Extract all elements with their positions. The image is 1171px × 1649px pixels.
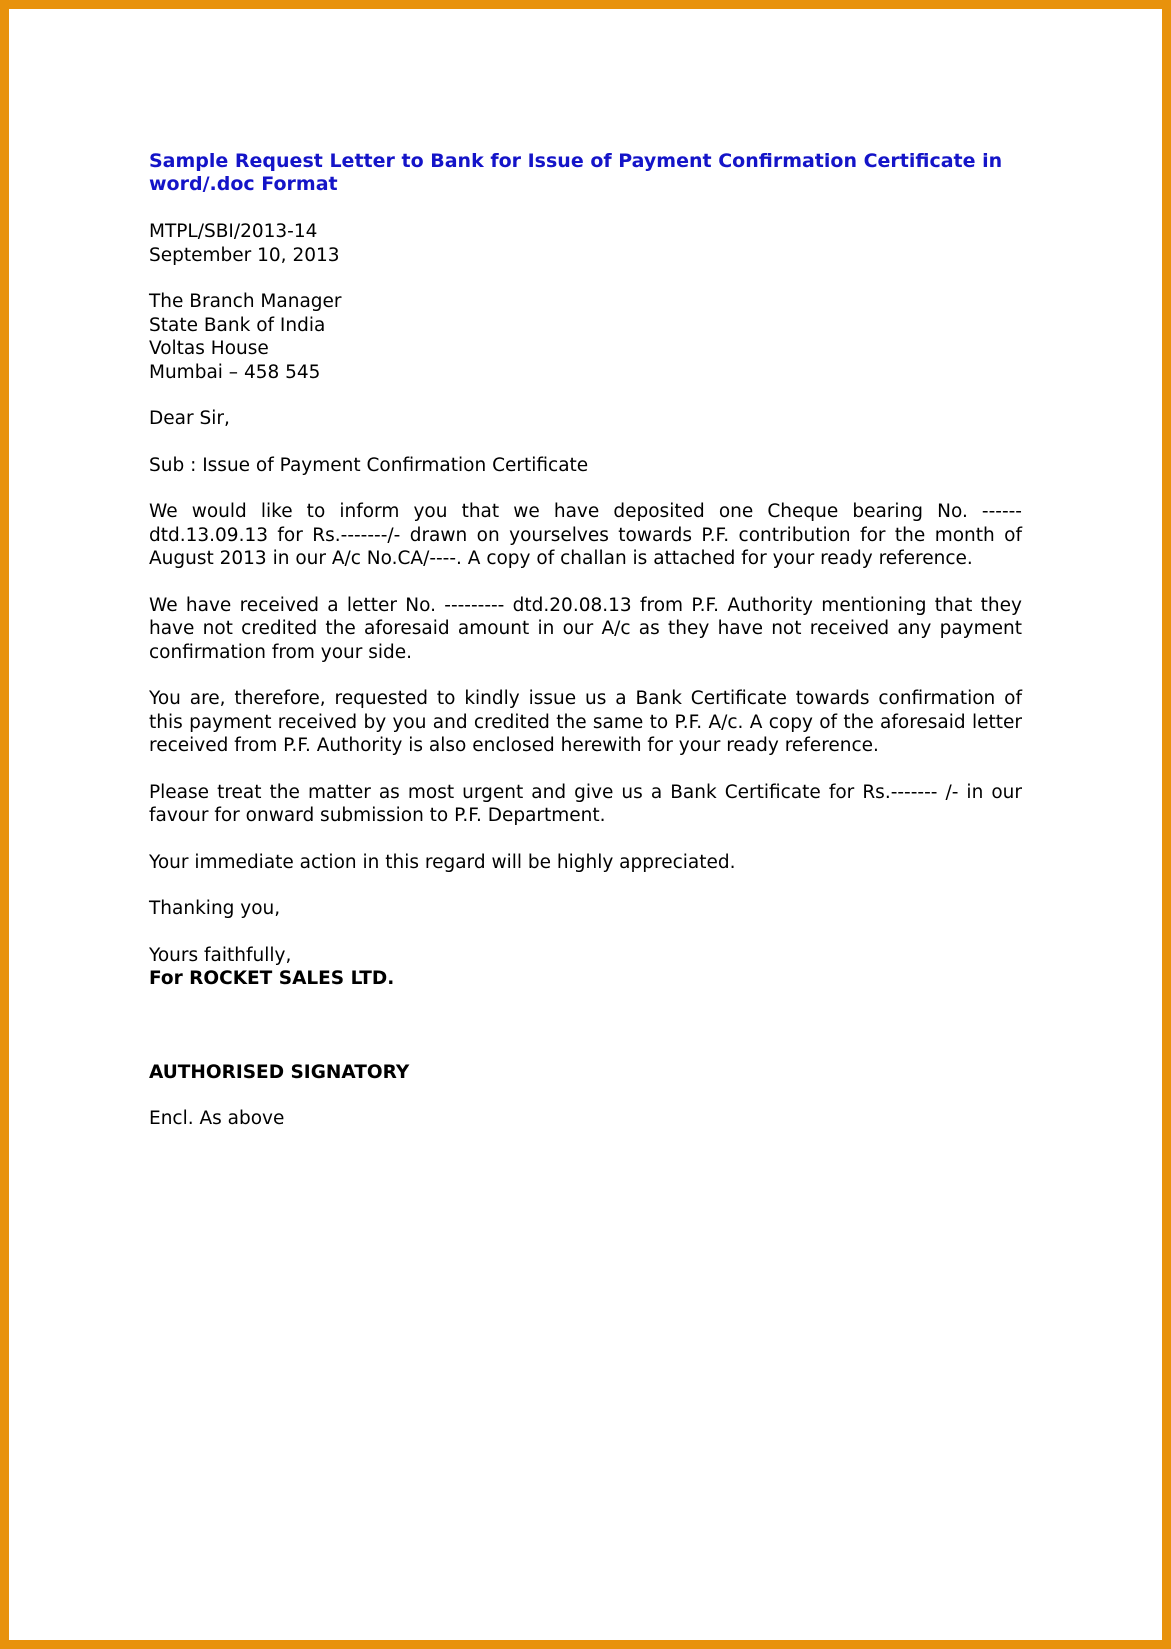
address-line: State Bank of India — [149, 314, 326, 336]
reference-block — [149, 220, 1022, 267]
salutation: Dear Sir, — [149, 408, 230, 429]
document-title: Sample Request Letter to Bank for Issue of Payment Confirmation Certificate in word/.doc Format — [149, 150, 1003, 195]
address-line: Voltas House — [149, 338, 269, 359]
body-paragraph: We would like to inform you that we have deposited one Cheque bearing No. ------ dtd.13.09.13 for Rs.-------/- drawn on yourselves towards P.F. contribution for the month of August 2013 in our A/c No.CA/----. A copy of challan is attached for your ready reference. — [149, 501, 1022, 569]
body-paragraph: We have received a letter No. --------- dtd.20.08.13 from P.F. Authority mentioning that they have not credited the aforesaid amount in our A/c as they have not received any payment confirmation from your side. — [149, 594, 1022, 663]
body-paragraph: Please treat the matter as most urgent and give us a Bank Certificate for Rs.------- /- in our favour for onward submission to P.F. Department. — [149, 781, 1022, 826]
address-line: The Branch Manager — [149, 291, 342, 312]
closing-line: Yours faithfully, — [149, 944, 292, 966]
letter-page — [149, 150, 1022, 1154]
subject-line: Sub : Issue of Payment Confirmation Certificate — [149, 454, 589, 476]
recipient-address — [149, 290, 1022, 384]
body-paragraph: You are, therefore, requested to kindly issue us a Bank Certificate towards confirmation of this payment received by you and credited the same to P.F. A/c. A copy of the aforesaid letter received from P.F. Authority is also enclosed herewith for your ready reference. — [149, 688, 1022, 756]
address-line: Mumbai – 458 545 — [149, 361, 321, 383]
enclosure-line: Encl. As above — [149, 1108, 285, 1129]
company-name: For ROCKET SALES LTD. — [149, 968, 395, 989]
thanks-line: Thanking you, — [149, 898, 281, 919]
reference-number: MTPL/SBI/2013-14 — [149, 221, 318, 242]
letter-date: September 10, 2013 — [149, 244, 340, 266]
closing-block — [149, 944, 1022, 991]
authorised-signatory: AUTHORISED SIGNATORY — [149, 1061, 410, 1083]
body-paragraph: Your immediate action in this regard will be highly appreciated. — [149, 851, 736, 873]
